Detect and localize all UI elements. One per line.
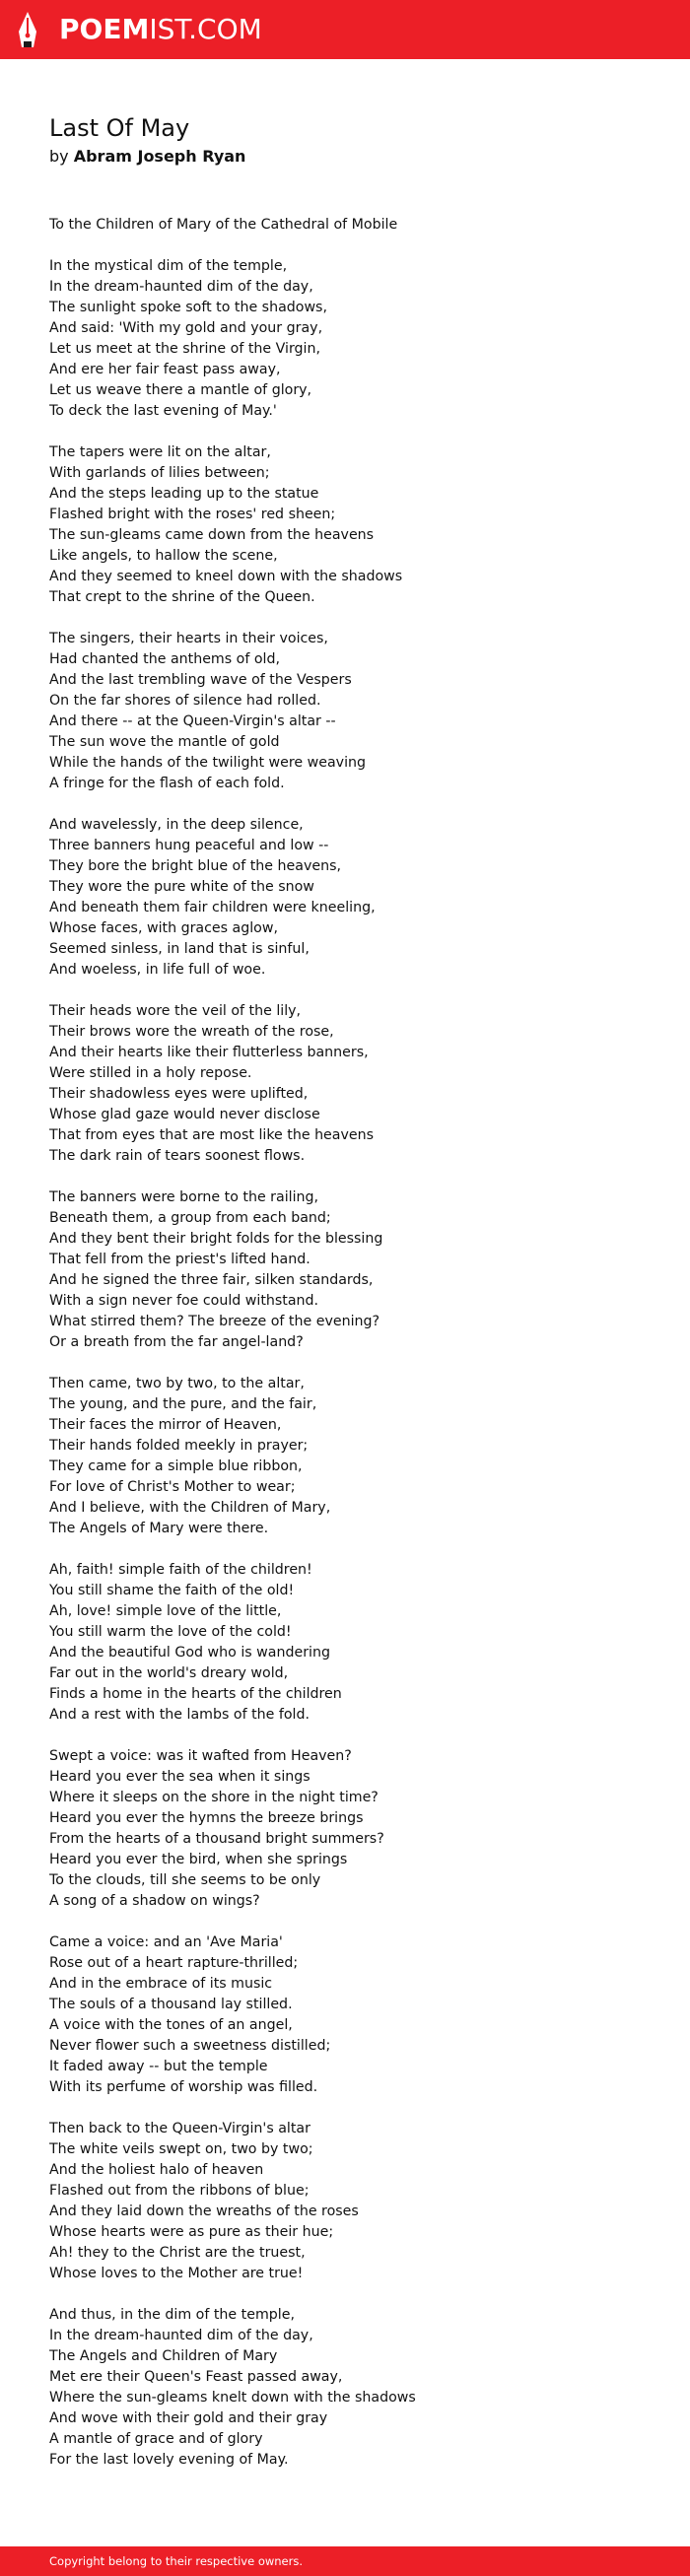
poem-line: Or a breath from the far angel-land? xyxy=(49,1334,304,1350)
poem-line: A fringe for the flash of each fold. xyxy=(49,776,285,791)
poem-line: And wavelessly, in the deep silence, xyxy=(49,817,304,833)
poem-stanza xyxy=(49,1187,641,1353)
poem-title: Last Of May xyxy=(49,114,190,142)
poem-line: Flashed out from the ribbons of blue; xyxy=(49,2183,310,2199)
poem-line: A voice with the tones of an angel, xyxy=(49,2017,293,2033)
copyright-notice: Copyright belong to their respective owners. xyxy=(49,2554,304,2568)
poem-line: Beneath them, a group from each band; xyxy=(49,1210,331,1226)
poem-line: On the far shores of silence had rolled. xyxy=(49,693,321,709)
poem-line: The souls of a thousand lay stilled. xyxy=(49,1997,293,2012)
site-footer xyxy=(0,2546,690,2576)
poem-line: In the dream-haunted dim of the day, xyxy=(49,279,313,295)
poem-line: Flashed bright with the roses' red sheen; xyxy=(49,507,336,522)
poem-line: And ere her fair feast pass away, xyxy=(49,362,281,377)
poem-line: They wore the pure white of the snow xyxy=(49,879,314,895)
poem-line: Whose glad gaze would never disclose xyxy=(49,1107,320,1122)
poem-line: With its perfume of worship was filled. xyxy=(49,2079,318,2095)
poem-line: From the hearts of a thousand bright summers? xyxy=(49,1831,384,1847)
poem-line: Ah, faith! simple faith of the children! xyxy=(49,1562,312,1578)
poem-line: To deck the last evening of May.' xyxy=(49,403,277,419)
stanza-gap xyxy=(49,1167,641,1187)
poem-body xyxy=(49,215,641,2471)
poem-stanza xyxy=(49,1001,641,1167)
poem-line: And beneath them fair children were kneeling, xyxy=(49,900,376,915)
poem-line: Then back to the Queen-Virgin's altar xyxy=(49,2121,310,2136)
poem-line: What stirred them? The breeze of the evening? xyxy=(49,1314,380,1329)
poem-stanza xyxy=(49,2119,641,2284)
poem-line: Their heads wore the veil of the lily, xyxy=(49,1003,302,1019)
stanza-gap xyxy=(49,422,641,442)
stanza-gap xyxy=(49,1912,641,1932)
pen-nib-icon[interactable] xyxy=(16,10,39,49)
stanza-gap xyxy=(49,236,641,256)
poem-line: A song of a shadow on wings? xyxy=(49,1893,260,1909)
poem-line: Seemed sinless, in land that is sinful, xyxy=(49,941,310,957)
poem-line: Let us meet at the shrine of the Virgin, xyxy=(49,341,320,357)
poem-line: The sun wove the mantle of gold xyxy=(49,734,280,750)
poem-line: And there -- at the Queen-Virgin's altar -- xyxy=(49,713,336,729)
poem-line: And woeless, in life full of woe. xyxy=(49,962,266,978)
poem-line: Rose out of a heart rapture-thrilled; xyxy=(49,1955,299,1971)
poem-line: Ah, love! simple love of the little, xyxy=(49,1603,282,1619)
poem-line: The singers, their hearts in their voices, xyxy=(49,631,328,646)
logo-bold-text: POEM xyxy=(59,13,150,45)
poem-line: And they seemed to kneel down with the shadows xyxy=(49,569,403,584)
stanza-gap xyxy=(49,2284,641,2305)
poem-line: And the steps leading up to the statue xyxy=(49,486,319,502)
poem-line: Came a voice: and an 'Ave Maria' xyxy=(49,1934,283,1950)
poem-line: Had chanted the anthems of old, xyxy=(49,651,280,667)
poem-line: The sunlight spoke soft to the shadows, xyxy=(49,300,327,315)
poem-line: In the dream-haunted dim of the day, xyxy=(49,2328,313,2343)
poem-line: Were stilled in a holy repose. xyxy=(49,1065,252,1081)
poem-line: Met ere their Queen's Feast passed away, xyxy=(49,2369,343,2385)
poem-line: You still shame the faith of the old! xyxy=(49,1583,295,1598)
poem-stanza xyxy=(49,2305,641,2471)
poem-line: Swept a voice: was it wafted from Heaven? xyxy=(49,1748,352,1764)
stanza-gap xyxy=(49,608,641,629)
poem-line: For the last lovely evening of May. xyxy=(49,2452,289,2468)
poem-line: Heard you ever the hymns the breeze brings xyxy=(49,1810,364,1826)
stanza-gap xyxy=(49,1726,641,1746)
stanza-gap xyxy=(49,2098,641,2119)
poem-line: Their faces the mirror of Heaven, xyxy=(49,1417,282,1433)
poem-line: And thus, in the dim of the temple, xyxy=(49,2307,295,2323)
poem-line: And the beautiful God who is wandering xyxy=(49,1645,330,1661)
poem-line: That from eyes that are most like the heavens xyxy=(49,1127,374,1143)
poem-line: Whose hearts were as pure as their hue; xyxy=(49,2224,334,2240)
poem-line: Heard you ever the bird, when she springs xyxy=(49,1852,348,1867)
poem-line: Their shadowless eyes were uplifted, xyxy=(49,1086,309,1102)
poem-line: Whose loves to the Mother are true! xyxy=(49,2266,304,2281)
poem-line: To the clouds, till she seems to be only xyxy=(49,1872,321,1888)
poem-dedication: To the Children of Mary of the Cathedral of Mobile xyxy=(49,217,398,233)
poem-line: Ah! they to the Christ are the truest, xyxy=(49,2245,306,2261)
stanza-gap xyxy=(49,1539,641,1560)
site-header xyxy=(0,0,690,59)
poem-line: The dark rain of tears soonest flows. xyxy=(49,1148,306,1164)
poem-line: The young, and the pure, and the fair, xyxy=(49,1396,317,1412)
poem-line: And the last trembling wave of the Vespers xyxy=(49,672,352,688)
poem-line: Where it sleeps on the shore in the night time? xyxy=(49,1790,379,1805)
poem-stanza xyxy=(49,1746,641,1912)
poem-line: Finds a home in the hearts of the children xyxy=(49,1686,342,1702)
poem-line: And he signed the three fair, silken standards, xyxy=(49,1272,374,1288)
poem-stanza xyxy=(49,1932,641,2098)
poem-byline xyxy=(49,146,245,168)
poem-line: Where the sun-gleams knelt down with the shadows xyxy=(49,2390,416,2406)
poem-line: Then came, two by two, to the altar, xyxy=(49,1376,305,1391)
site-logo[interactable] xyxy=(59,14,262,45)
poem-line: The sun-gleams came down from the heavens xyxy=(49,527,375,543)
poem-stanza xyxy=(49,1560,641,1726)
poem-line: And I believe, with the Children of Mary, xyxy=(49,1500,331,1516)
poem-line: For love of Christ's Mother to wear; xyxy=(49,1479,296,1495)
poem-line: In the mystical dim of the temple, xyxy=(49,258,288,274)
poem-line: And the holiest halo of heaven xyxy=(49,2162,264,2178)
poem-stanza xyxy=(49,1374,641,1539)
poem-line: You still warm the love of the cold! xyxy=(49,1624,292,1640)
poem-line: Whose faces, with graces aglow, xyxy=(49,920,278,936)
poem-line: With a sign never foe could withstand. xyxy=(49,1293,319,1309)
stanza-gap xyxy=(49,981,641,1001)
poem-line: While the hands of the twilight were weaving xyxy=(49,755,367,771)
poem-author: Abram Joseph Ryan xyxy=(73,147,246,166)
poem-line: And said: 'With my gold and your gray, xyxy=(49,320,323,336)
poem-line: Far out in the world's dreary wold, xyxy=(49,1665,289,1681)
poem-line: The banners were borne to the railing, xyxy=(49,1189,319,1205)
poem-stanza xyxy=(49,442,641,608)
poem-line: And a rest with the lambs of the fold. xyxy=(49,1707,310,1723)
poem-line: A mantle of grace and of glory xyxy=(49,2431,263,2447)
poem-line: The Angels and Children of Mary xyxy=(49,2348,278,2364)
poem-line: With garlands of lilies between; xyxy=(49,465,270,481)
poem-stanza xyxy=(49,815,641,981)
stanza-gap xyxy=(49,794,641,815)
poem-line: The tapers were lit on the altar, xyxy=(49,444,271,460)
poem-line: And their hearts like their flutterless banners, xyxy=(49,1045,369,1060)
by-label: by xyxy=(49,147,69,166)
poem-line: They bore the bright blue of the heavens, xyxy=(49,858,341,874)
poem-line: Never flower such a sweetness distilled; xyxy=(49,2038,331,2054)
poem-line: And wove with their gold and their gray xyxy=(49,2410,328,2426)
poem-line: Three banners hung peaceful and low -- xyxy=(49,838,329,853)
poem-line: The Angels of Mary were there. xyxy=(49,1521,269,1536)
poem-line: Their brows wore the wreath of the rose, xyxy=(49,1024,334,1040)
stanza-gap xyxy=(49,1353,641,1374)
poem-line: That fell from the priest's lifted hand. xyxy=(49,1252,310,1267)
poem-line: It faded away -- but the temple xyxy=(49,2059,268,2074)
poem-line: And they laid down the wreaths of the roses xyxy=(49,2203,359,2219)
logo-light-text: IST.COM xyxy=(149,13,262,45)
poem-line: Like angels, to hallow the scene, xyxy=(49,548,278,564)
poem-line: That crept to the shrine of the Queen. xyxy=(49,589,315,605)
poem-stanza xyxy=(49,256,641,422)
poem-line: Their hands folded meekly in prayer; xyxy=(49,1438,309,1454)
poem-line: And in the embrace of its music xyxy=(49,1976,273,1992)
poem-stanza xyxy=(49,629,641,794)
poem-line: They came for a simple blue ribbon, xyxy=(49,1458,303,1474)
poem-line: The white veils swept on, two by two; xyxy=(49,2141,313,2157)
poem-line: Heard you ever the sea when it sings xyxy=(49,1769,310,1785)
poem-line: And they bent their bright folds for the blessing xyxy=(49,1231,383,1247)
poem-line: Let us weave there a mantle of glory, xyxy=(49,382,312,398)
